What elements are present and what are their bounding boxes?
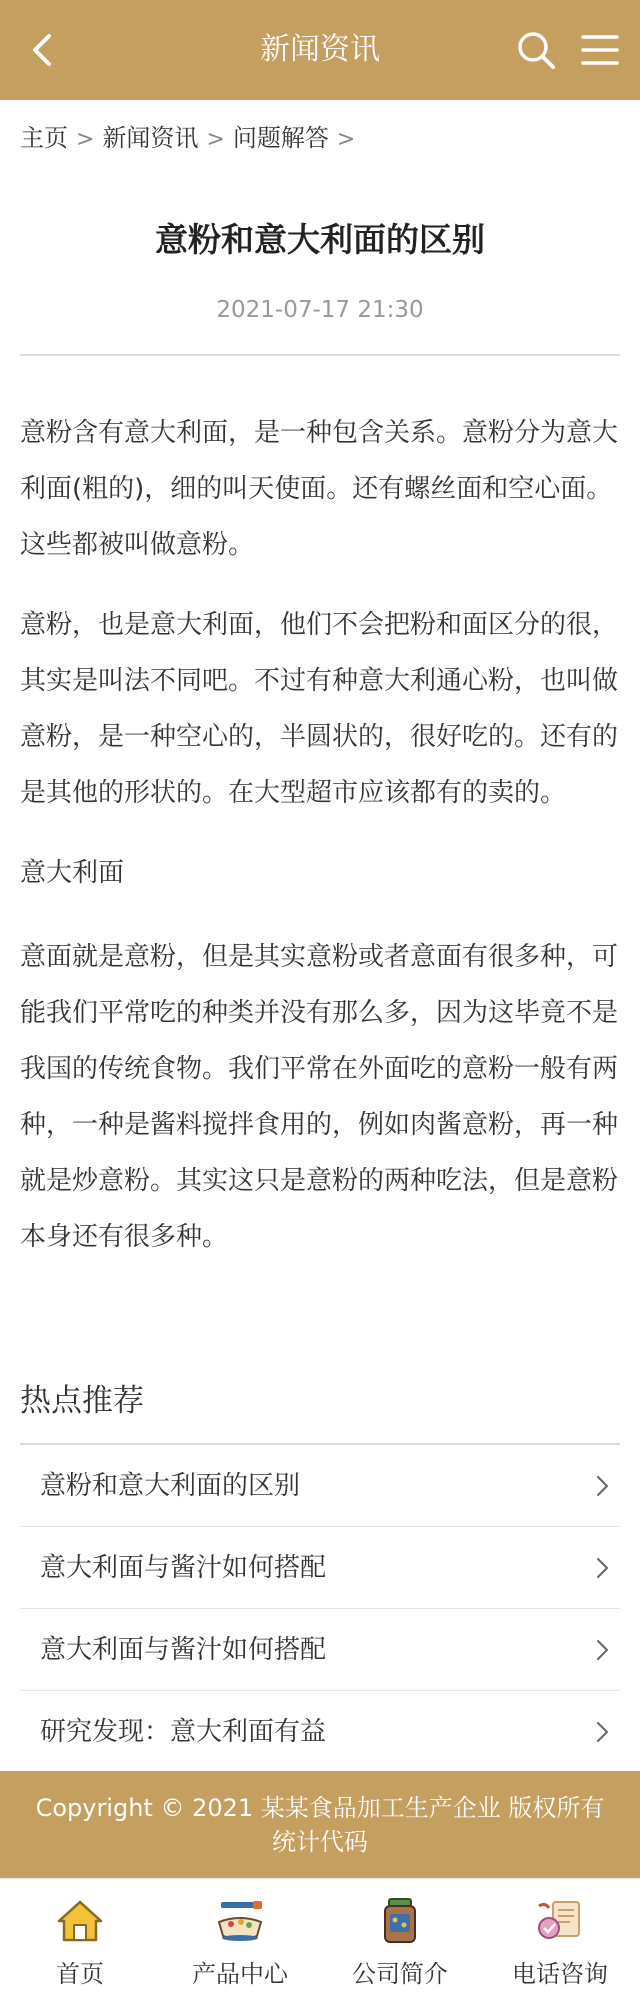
article-subheading: 意大利面 [20, 858, 125, 888]
food-bowl-icon [214, 1895, 266, 1947]
article-date: 2021-07-17 21:30 [216, 297, 424, 323]
article-title: 意粉和意大利面的区别 [155, 220, 485, 259]
breadcrumb-news[interactable]: 新闻资讯 [102, 124, 199, 152]
divider [20, 354, 620, 356]
breadcrumb-home[interactable]: 主页 [20, 124, 68, 152]
bottom-tab-bar [0, 1878, 640, 2007]
jar-icon [374, 1895, 426, 1947]
article-paragraph: 意面就是意粉，但是其实意粉或者意面有很多种，可能我们平常吃的种类并没有那么多，因为这毕竟不是我国的传统食物。我们平常在外面吃的意粉一般有两种，一种是酱料搅拌食用的，例如肉酱意粉，再一种就是炒意粉。其实这只是意粉的两种吃法，但是意粉本身还有很多种。 [20, 942, 619, 1252]
top-bar [0, 0, 640, 100]
breadcrumb-separator: > [206, 127, 225, 152]
article-paragraph: 意粉含有意大利面，是一种包含关系。意粉分为意大利面(粗的)，细的叫天使面。还有螺丝面和空心面。这些都被叫做意粉。 [20, 418, 619, 560]
breadcrumb-qa[interactable]: 问题解答 [232, 124, 329, 152]
hot-list-item[interactable] [20, 1609, 620, 1691]
home-icon [54, 1895, 106, 1947]
breadcrumb-separator: > [76, 127, 95, 152]
tab-company[interactable] [320, 1879, 480, 2007]
hot-item-label: 意大利面与酱汁如何搭配 [40, 1553, 327, 1583]
page-title: 新闻资讯 [260, 32, 380, 67]
chevron-right-icon [590, 1720, 614, 1744]
hot-item-label: 意大利面与酱汁如何搭配 [40, 1635, 327, 1665]
tab-label: 电话咨询 [512, 1960, 608, 1988]
hot-item-label: 研究发现：意大利面有益 [40, 1717, 327, 1747]
menu-button[interactable] [576, 26, 624, 74]
breadcrumb-separator: > [336, 127, 356, 152]
hot-item-label: 意粉和意大利面的区别 [40, 1471, 301, 1501]
search-button[interactable] [512, 26, 560, 74]
tab-label: 首页 [56, 1960, 104, 1988]
article-body [20, 405, 620, 1289]
hot-list [20, 1443, 620, 1773]
hot-list-item[interactable] [20, 1527, 620, 1609]
chevron-right-icon [590, 1556, 614, 1580]
breadcrumb [20, 120, 363, 156]
footer-copyright: Copyright © 2021 某某食品加工生产企业 版权所有 统计代码 [0, 1771, 640, 1878]
tab-products[interactable] [160, 1879, 320, 2007]
phone-consult-icon [534, 1895, 586, 1947]
chevron-right-icon [590, 1638, 614, 1662]
menu-icon [580, 32, 620, 68]
chevron-right-icon [590, 1474, 614, 1498]
hot-list-item[interactable] [20, 1691, 620, 1773]
tab-home[interactable] [0, 1879, 160, 2007]
search-icon [515, 29, 557, 71]
hot-section-title: 热点推荐 [20, 1383, 144, 1419]
article-paragraph: 意粉，也是意大利面，他们不会把粉和面区分的很，其实是叫法不同吧。不过有种意大利通心粉，也叫做意粉，是一种空心的，半圆状的，很好吃的。还有的是其他的形状的。在大型超市应该都有的卖的。 [20, 610, 619, 808]
tab-label: 产品中心 [192, 1960, 288, 1988]
tab-label: 公司简介 [352, 1960, 448, 1988]
hot-list-item[interactable] [20, 1445, 620, 1527]
tab-phone[interactable] [480, 1879, 640, 2007]
